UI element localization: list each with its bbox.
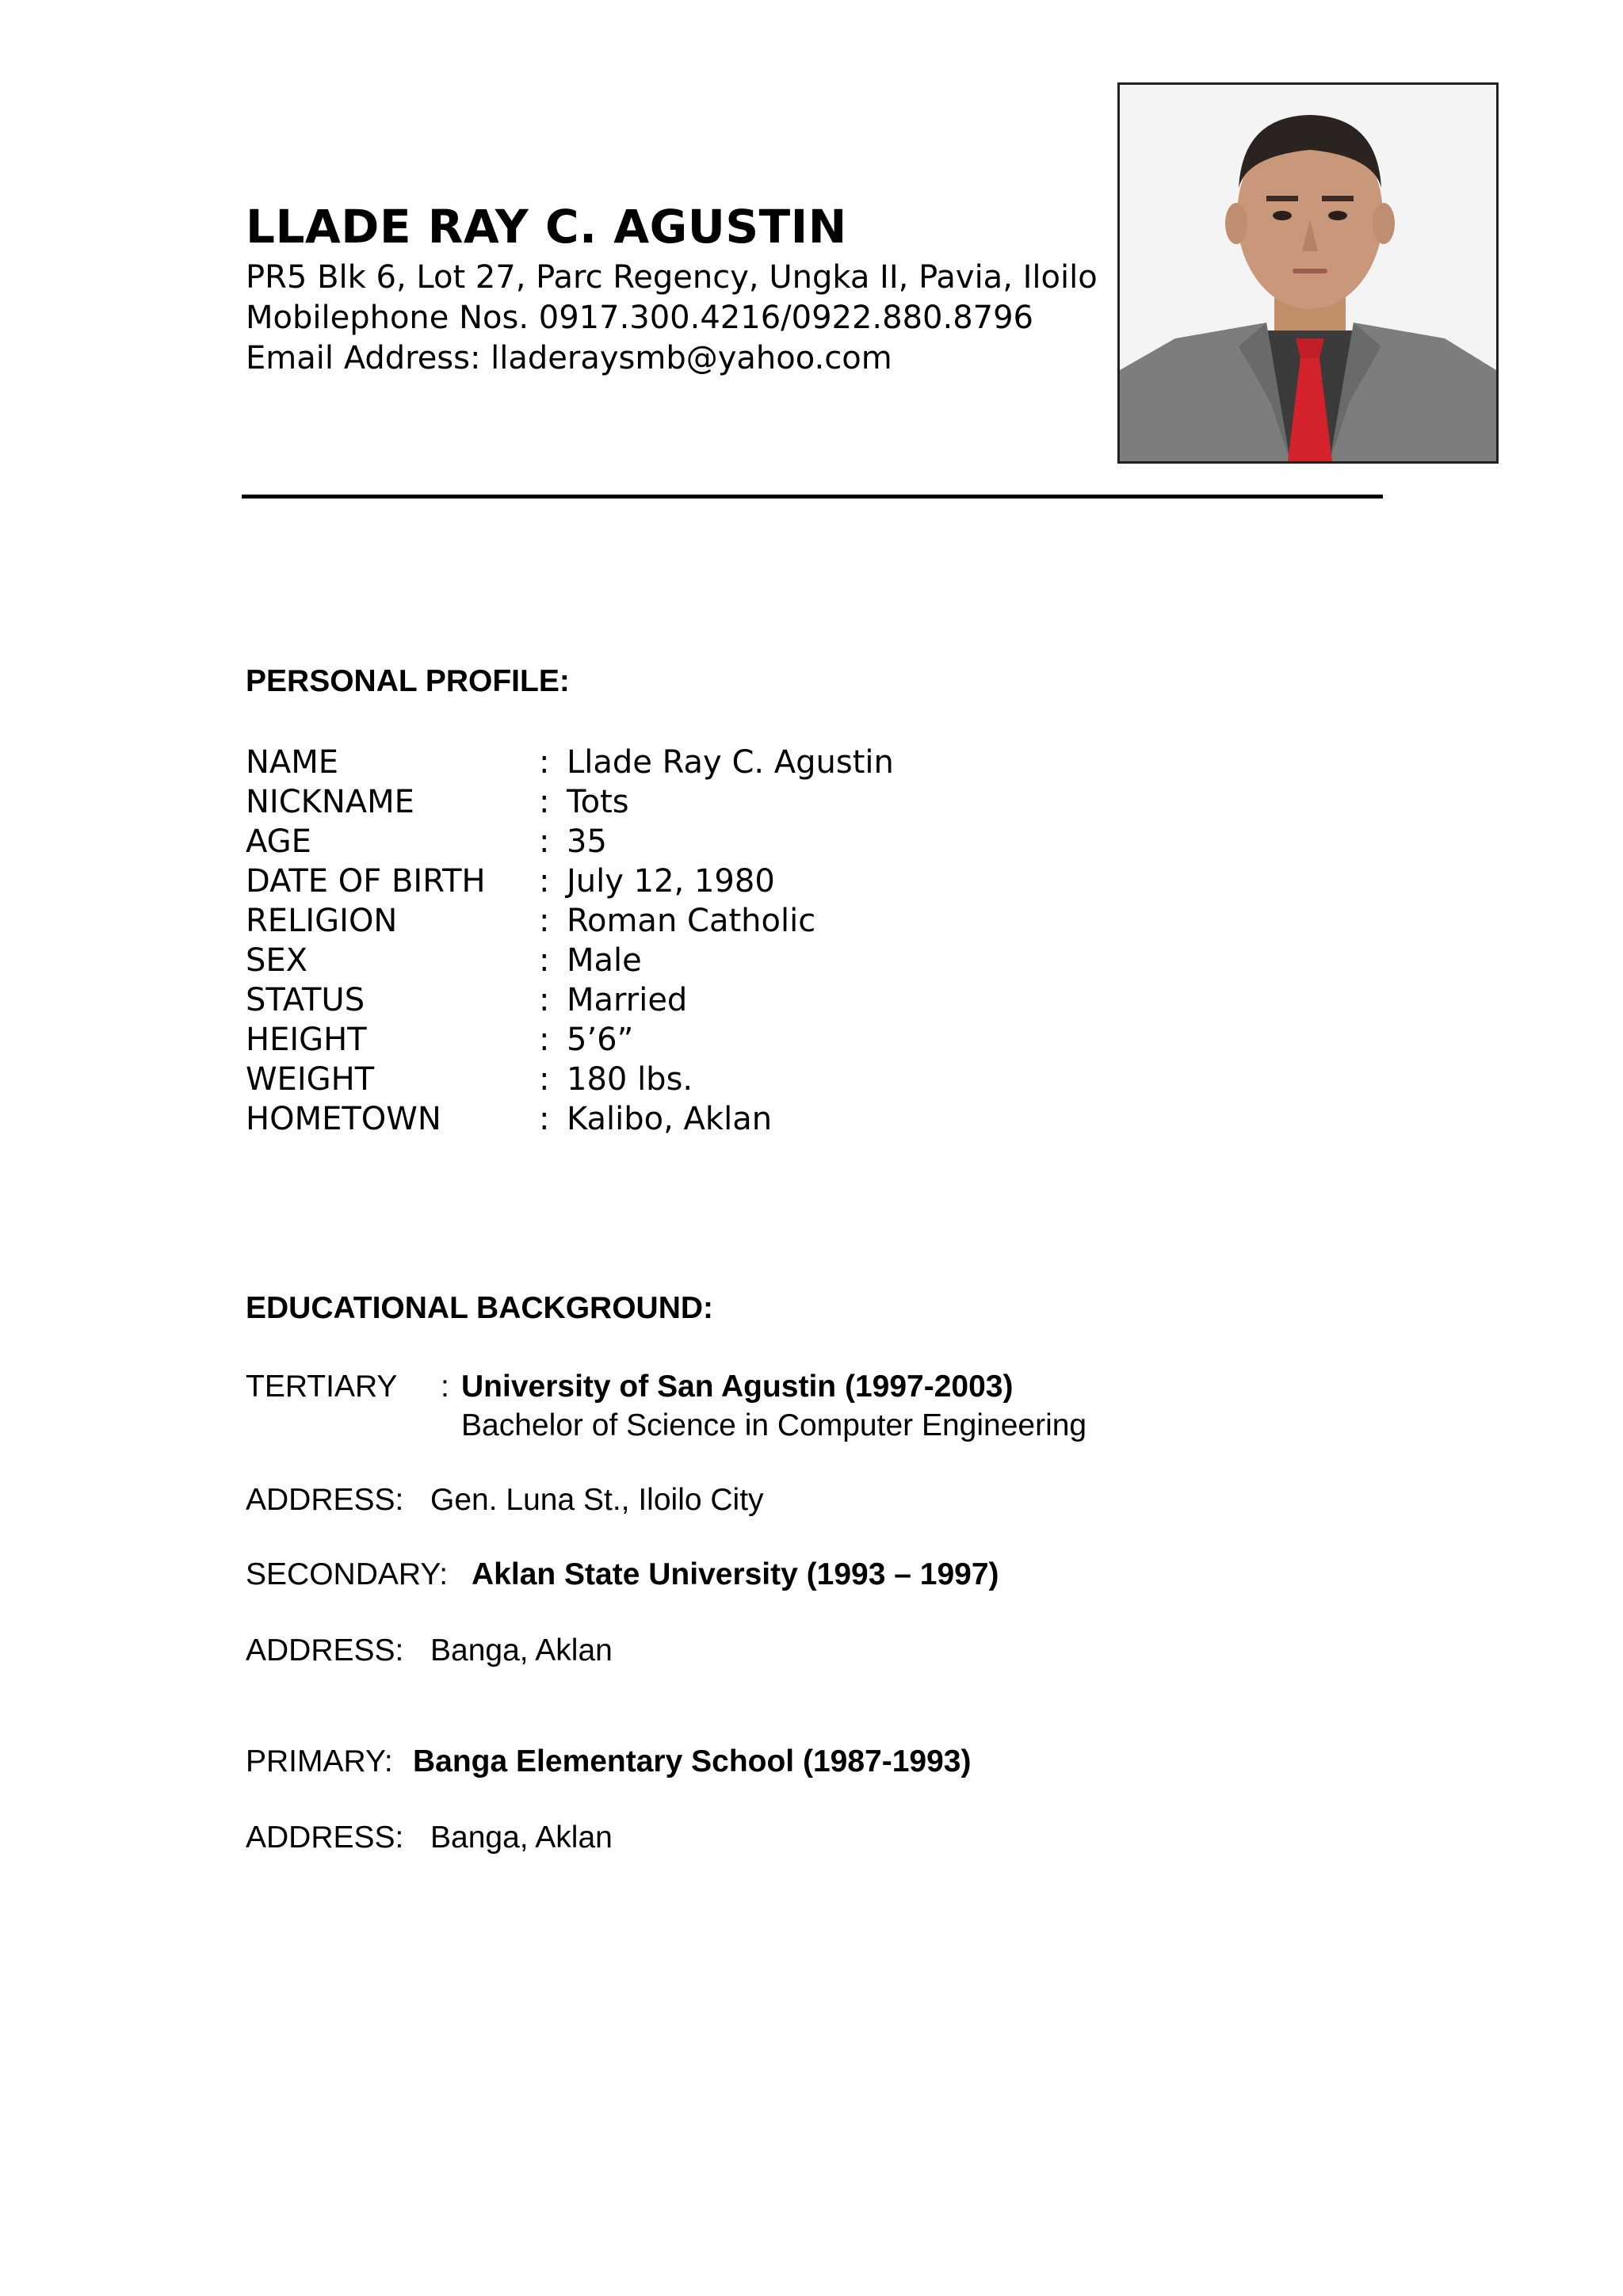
tertiary-separator: : — [441, 1370, 449, 1404]
profile-value: 5’6” — [567, 1022, 634, 1058]
tertiary-address: Gen. Luna St., Iloilo City — [430, 1483, 764, 1517]
header-divider — [242, 495, 1383, 499]
secondary-address-label: ADDRESS: — [246, 1633, 404, 1668]
profile-value: Married — [567, 982, 688, 1018]
tertiary-course: Bachelor of Science in Computer Engineering — [461, 1408, 1087, 1442]
mobile-numbers: Mobilephone Nos. 0917.300.4216/0922.880.8796 — [246, 300, 1033, 336]
profile-separator: : — [539, 863, 550, 900]
profile-value: Roman Catholic — [567, 903, 816, 939]
profile-photo — [1117, 82, 1499, 464]
profile-separator: : — [539, 1061, 550, 1098]
tertiary-address-label: ADDRESS: — [246, 1483, 404, 1517]
tertiary-school: University of San Agustin (1997-2003) — [461, 1370, 1014, 1404]
secondary-address: Banga, Aklan — [430, 1633, 613, 1668]
profile-value: Tots — [567, 784, 629, 820]
primary-school: Banga Elementary School (1987-1993) — [413, 1744, 972, 1778]
profile-separator: : — [539, 982, 550, 1018]
profile-value: Llade Ray C. Agustin — [567, 744, 894, 781]
profile-separator: : — [539, 1101, 550, 1137]
profile-label: NAME — [246, 744, 339, 781]
profile-label: STATUS — [246, 982, 365, 1018]
educational-background-heading: EDUCATIONAL BACKGROUND: — [246, 1291, 714, 1325]
profile-label: HEIGHT — [246, 1022, 367, 1058]
profile-value: 35 — [567, 823, 607, 860]
profile-value: Kalibo, Aklan — [567, 1101, 773, 1137]
profile-value: Male — [567, 942, 642, 979]
email-address: Email Address: lladeraysmb@yahoo.com — [246, 340, 892, 376]
secondary-school: Aklan State University (1993 – 1997) — [472, 1557, 999, 1591]
secondary-label: SECONDARY: — [246, 1557, 449, 1591]
profile-label: HOMETOWN — [246, 1101, 441, 1137]
tertiary-label: TERTIARY — [246, 1370, 398, 1404]
profile-separator: : — [539, 784, 550, 820]
profile-label: WEIGHT — [246, 1061, 375, 1098]
primary-label: PRIMARY: — [246, 1744, 393, 1778]
profile-label: AGE — [246, 823, 311, 860]
profile-separator: : — [539, 942, 550, 979]
profile-value: July 12, 1980 — [567, 863, 775, 900]
profile-separator: : — [539, 903, 550, 939]
profile-separator: : — [539, 823, 550, 860]
profile-separator: : — [539, 744, 550, 781]
profile-label: DATE OF BIRTH — [246, 863, 486, 900]
profile-separator: : — [539, 1022, 550, 1058]
home-address: PR5 Blk 6, Lot 27, Parc Regency, Ungka II, Pavia, Iloilo — [246, 259, 1098, 296]
applicant-name: LLADE RAY C. AGUSTIN — [246, 200, 847, 254]
profile-value: 180 lbs. — [567, 1061, 693, 1098]
profile-label: RELIGION — [246, 903, 398, 939]
profile-label: SEX — [246, 942, 308, 979]
profile-label: NICKNAME — [246, 784, 414, 820]
personal-profile-heading: PERSONAL PROFILE: — [246, 664, 570, 698]
primary-address: Banga, Aklan — [430, 1820, 613, 1855]
primary-address-label: ADDRESS: — [246, 1820, 404, 1855]
